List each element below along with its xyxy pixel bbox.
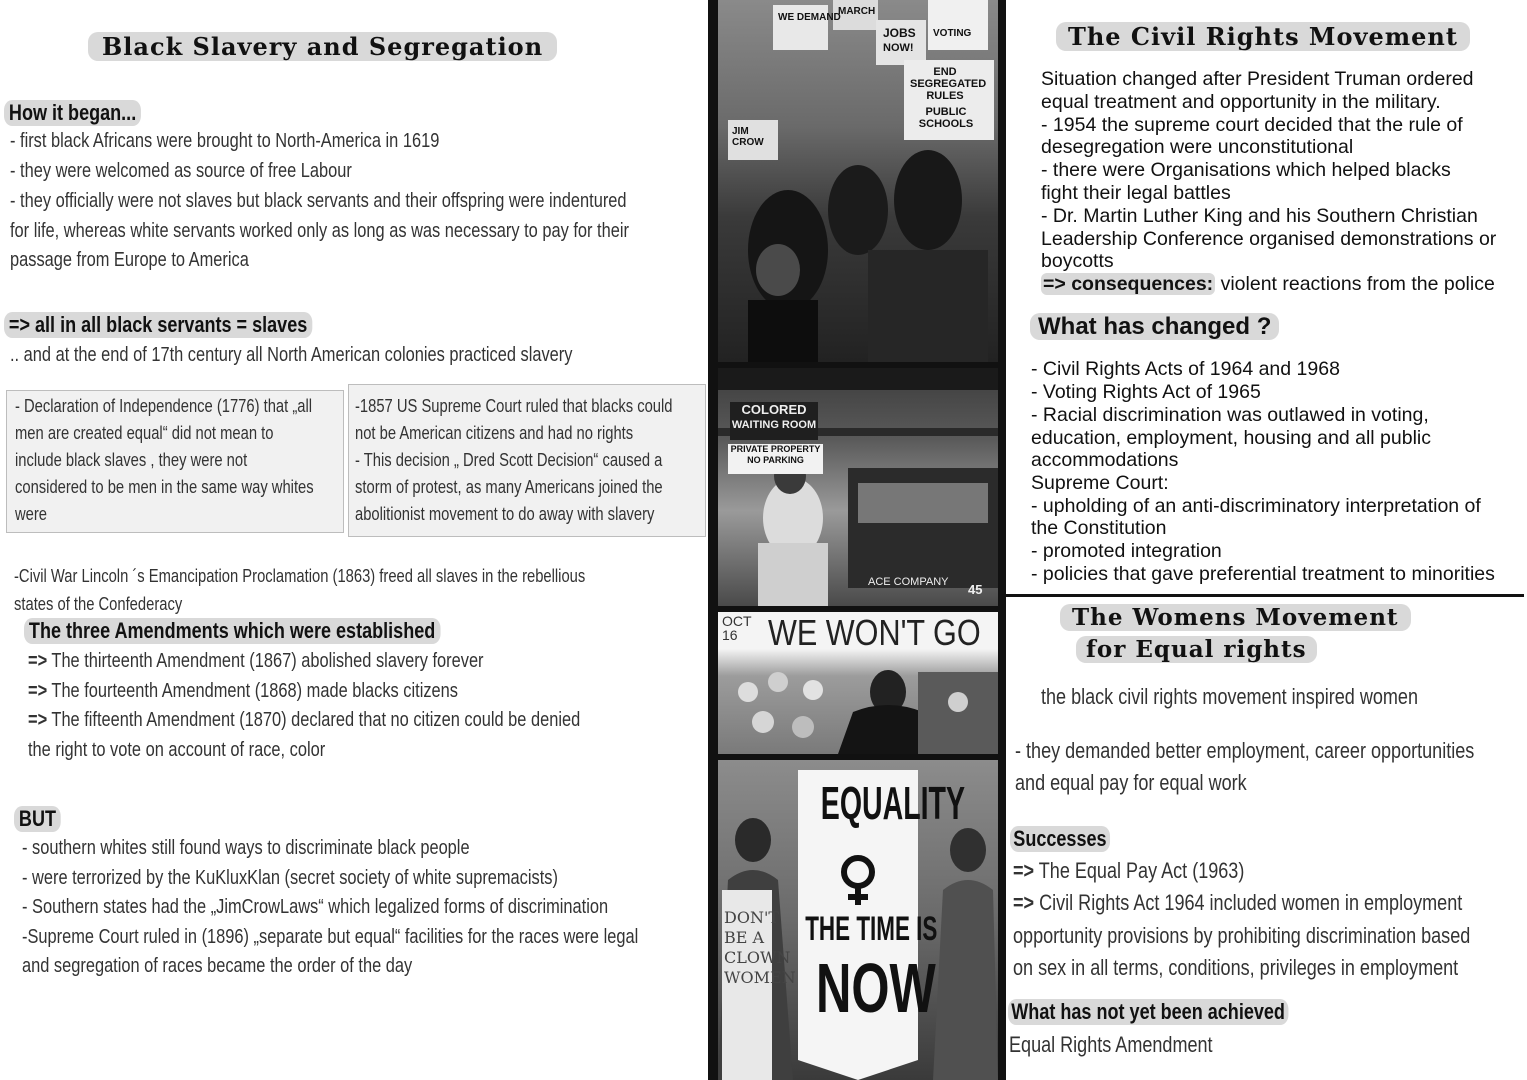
changed-line: education, employment, housing and all public	[1031, 427, 1432, 449]
box2-line: abolitionist movement to do away with slavery	[355, 504, 655, 524]
box2-line: -1857 US Supreme Court ruled that blacks could	[355, 396, 673, 416]
march-sign-text: END SEGREGATED RULES	[910, 66, 987, 102]
march-sign-text: PUBLIC SCHOOLS	[918, 106, 974, 130]
section-divider	[1006, 594, 1524, 597]
civil-war-line: states of the Confederacy	[14, 594, 183, 614]
but-heading	[14, 806, 71, 832]
success-line: The Equal Pay Act (1963)	[1038, 858, 1245, 883]
box1-line: considered to be men in the same way whites	[15, 477, 314, 497]
summary-text: => all in all black servants = slaves	[4, 312, 312, 338]
arrow: =>	[28, 650, 48, 672]
amend-cont: the right to vote on account of race, color	[28, 739, 326, 761]
march-sign-text: NOW!	[883, 42, 914, 54]
box1-line: include black slaves , they were not	[15, 450, 248, 470]
how-line: - they officially were not slaves but black servants and their offspring were indentured	[10, 190, 627, 212]
success-cont: opportunity provisions by prohibiting discrimination based	[1013, 923, 1471, 948]
march-sign-text: MARCH	[838, 6, 876, 17]
photo-strip	[708, 0, 1006, 1080]
march-photo-art	[718, 0, 998, 362]
box1-line: were	[15, 504, 47, 524]
but-lines	[22, 837, 692, 987]
successes-text: Successes	[1010, 826, 1110, 852]
civil-line: - 1954 the supreme court decided that the rule of	[1041, 114, 1463, 136]
mlk-speech-photo	[718, 612, 998, 754]
changed-line: - Civil Rights Acts of 1964 and 1968	[1031, 358, 1340, 380]
demanded-lines	[1015, 738, 1515, 804]
women-title	[1060, 604, 1440, 664]
changed-line: - Racial discrimination was outlawed in voting,	[1031, 404, 1429, 426]
amend-line: The fourteenth Amendment (1868) made blacks citizens	[51, 680, 459, 702]
but-line: and segregation of races became the order of the day	[22, 955, 413, 977]
colored-sign	[730, 402, 818, 440]
civil-line: desegregation were unconstitutional	[1041, 136, 1354, 158]
changed-line: accommodations	[1031, 449, 1179, 471]
changed-heading	[1030, 313, 1279, 341]
parking-sign	[728, 444, 823, 474]
women-title-line1: The Womens Movement	[1060, 604, 1411, 631]
changed-line: - policies that gave preferential treatment to minorities	[1031, 563, 1495, 585]
how-line: - they were welcomed as source of free Labour	[10, 160, 352, 182]
inspired-text: the black civil rights movement inspired women	[1041, 684, 1418, 709]
changed-line: the Constitution	[1031, 517, 1167, 539]
amend-heading-text: The three Amendments which were established	[24, 618, 440, 644]
not-achieved-heading	[1008, 999, 1350, 1025]
civil-line: equal treatment and opportunity in the military.	[1041, 91, 1441, 113]
success-cont: on sex in all terms, conditions, privileges in employment	[1013, 955, 1459, 980]
consequences-line	[1041, 273, 1495, 296]
left-title-text: Black Slavery and Segregation	[88, 32, 557, 61]
how-line: - first black Africans were brought to North-America in 1619	[10, 130, 440, 152]
how-heading-text: How it began...	[4, 100, 141, 126]
but-line: - Southern states had the „JimCrowLaws“ which legalized forms of discrimination	[22, 896, 609, 918]
banner-text: WE WON'T GO	[768, 612, 981, 653]
arrow: =>	[28, 680, 48, 702]
amend-heading	[24, 618, 532, 644]
civil-line: - there were Organisations which helped blacks	[1041, 159, 1451, 181]
how-lines	[10, 130, 690, 280]
civil-lines	[1041, 68, 1521, 298]
civil-war	[14, 566, 694, 622]
parking-sign-text: NO PARKING	[747, 455, 804, 465]
civil-line: - Dr. Martin Luther King and his Southern Christian	[1041, 205, 1478, 227]
equality-sign-text: EQUALITY	[820, 777, 965, 829]
box1-line: men are created equal“ did not mean to	[15, 423, 274, 443]
civil-line: Situation changed after President Truman ordered	[1041, 68, 1474, 90]
box1-line: - Declaration of Independence (1776) that „all	[15, 396, 313, 416]
march-sign-text: VOTING	[933, 28, 972, 39]
not-achieved-value: Equal Rights Amendment	[1009, 1032, 1213, 1057]
colored-sign-text: WAITING ROOM	[731, 419, 817, 431]
successes-list	[1013, 858, 1523, 988]
march-sign-text: JIM CROW	[732, 126, 764, 148]
colonies-text: .. and at the end of 17th century all North American colonies practiced slavery	[10, 344, 573, 366]
equality-march-photo	[718, 760, 998, 1080]
inspired-line	[1041, 684, 1501, 710]
parking-sign-text: PRIVATE PROPERTY	[730, 444, 821, 454]
dred-scott-box	[348, 384, 706, 537]
civil-line: boycotts	[1041, 250, 1114, 272]
civil-line: Leadership Conference organised demonstrations or	[1041, 228, 1497, 250]
box2-line: storm of protest, as many Americans joined the	[355, 477, 663, 497]
success-line: Civil Rights Act 1964 included women in employment	[1039, 890, 1463, 915]
not-achieved-line	[1009, 1032, 1257, 1058]
amend-line: The thirteenth Amendment (1867) abolished slavery forever	[51, 650, 484, 672]
but-text: BUT	[14, 806, 61, 832]
clown-sign-text: DON'T BE A CLOWN WOMEN	[724, 908, 796, 987]
march-sign-text: WE DEMAND	[778, 12, 841, 23]
declaration-box	[6, 390, 344, 533]
changed-line: Supreme Court:	[1031, 472, 1169, 494]
box2-line: - This decision „ Dred Scott Decision“ caused a	[355, 450, 663, 470]
amend-line: The fifteenth Amendment (1870) declared that no citizen could be denied	[51, 709, 581, 731]
arrow: =>	[1013, 890, 1035, 915]
how-line: passage from Europe to America	[10, 249, 249, 271]
successes-heading	[1010, 826, 1132, 852]
but-line: -Supreme Court ruled in (1896) „separate but equal“ facilities for the races were legal	[22, 926, 639, 948]
summary-heading	[4, 312, 380, 338]
changed-heading-text: What has changed ?	[1030, 313, 1279, 340]
changed-lines	[1031, 358, 1521, 588]
arrow: =>	[1013, 858, 1035, 883]
equality-sign-text: THE TIME IS	[805, 910, 938, 948]
left-title	[88, 32, 557, 61]
how-heading	[4, 100, 171, 126]
civil-title-text: The Civil Rights Movement	[1056, 22, 1470, 51]
not-achieved-text: What has not yet been achieved	[1008, 999, 1288, 1025]
civil-war-line: -Civil War Lincoln ´s Emancipation Proclamation (1863) freed all slaves in the rebellious	[14, 566, 586, 586]
banner-date: OCT 16	[722, 613, 752, 643]
changed-line: - Voting Rights Act of 1965	[1031, 381, 1261, 403]
bus-text: ACE COMPANY	[868, 576, 949, 588]
colonies-line	[10, 344, 696, 367]
colored-sign-text: COLORED	[741, 402, 807, 417]
arrow: =>	[28, 709, 48, 731]
march-photo	[718, 0, 998, 362]
demanded-line: and equal pay for equal work	[1015, 770, 1247, 795]
march-sign-text: JOBS	[883, 26, 916, 40]
changed-line: - upholding of an anti-discriminatory interpretation of	[1031, 495, 1481, 517]
box2-line: not be American citizens and had no rights	[355, 423, 634, 443]
bus-number: 45	[968, 582, 983, 597]
demanded-line: - they demanded better employment, career opportunities	[1015, 738, 1475, 763]
how-line: for life, whereas white servants worked only as long as was necessary to pay for their	[10, 220, 629, 242]
waiting-room-photo	[718, 368, 998, 606]
civil-line: fight their legal battles	[1041, 182, 1231, 204]
but-line: - southern whites still found ways to discriminate black people	[22, 837, 470, 859]
amend-list	[28, 650, 688, 770]
women-title-line2: for Equal rights	[1076, 636, 1317, 663]
but-line: - were terrorized by the KuKluxKlan (secret society of white supremacists)	[22, 867, 558, 889]
consequences-text: violent reactions from the police	[1215, 273, 1495, 295]
civil-title	[1056, 22, 1470, 51]
consequences-label: => consequences:	[1043, 273, 1214, 295]
equality-sign-text: NOW	[816, 949, 936, 1027]
changed-line: - promoted integration	[1031, 540, 1222, 562]
